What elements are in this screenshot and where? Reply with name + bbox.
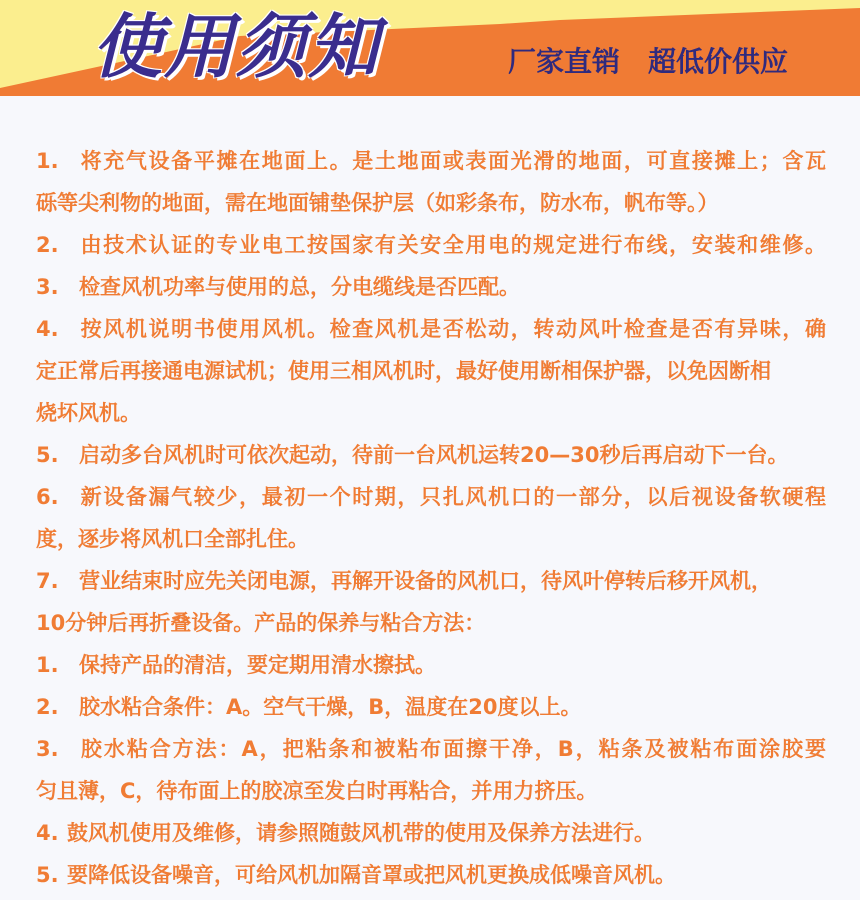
line-number: 7. — [36, 569, 59, 593]
notice-line — [36, 644, 826, 686]
line-text: 胶水粘合条件：A。空气干燥，B，温度在20度以上。 — [79, 695, 582, 719]
notice-line — [36, 266, 826, 308]
line-number: 4. — [36, 821, 59, 845]
notice-line — [36, 308, 826, 350]
notice-line — [36, 770, 826, 812]
line-text: 要降低设备噪音，可给风机加隔音罩或把风机更换成低噪音风机。 — [67, 863, 676, 887]
line-text: 度，逐步将风机口全部扎住。 — [36, 527, 309, 551]
line-number: 2. — [36, 695, 59, 719]
header-slogan: 厂家直销 超低价供应 — [507, 45, 788, 78]
line-number: 5. — [36, 863, 59, 887]
line-number: 1. — [36, 653, 59, 677]
page-title: 使用须知 — [92, 6, 380, 88]
line-text: 鼓风机使用及维修，请参照随鼓风机带的使用及保养方法进行。 — [67, 821, 655, 845]
line-number: 1. — [36, 149, 59, 173]
line-text: 营业结束时应先关闭电源，再解开设备的风机口，待风叶停转后移开风机， — [79, 569, 772, 593]
line-text: 烧坏风机。 — [36, 401, 141, 425]
notice-line — [36, 224, 826, 266]
notice-line — [36, 140, 826, 182]
line-text: 检查风机功率与使用的总，分电缆线是否匹配。 — [79, 275, 520, 299]
notice-body — [36, 140, 826, 896]
notice-line — [36, 602, 826, 644]
notice-line — [36, 686, 826, 728]
notice-line — [36, 728, 826, 770]
line-number: 2. — [36, 233, 59, 257]
line-text: 10分钟后再折叠设备。产品的保养与粘合方法： — [36, 611, 486, 635]
notice-line — [36, 476, 826, 518]
notice-line — [36, 350, 826, 392]
line-text: 由技术认证的专业电工按国家有关安全用电的规定进行布线，安装和维修。 — [79, 233, 826, 257]
line-text: 定正常后再接通电源试机；使用三相风机时，最好使用断相保护器，以免因断相 — [36, 359, 771, 383]
line-number: 3. — [36, 275, 59, 299]
notice-line — [36, 434, 826, 476]
line-number: 5. — [36, 443, 59, 467]
line-text: 匀且薄，C，待布面上的胶凉至发白时再粘合，并用力挤压。 — [36, 779, 598, 803]
line-number: 4. — [36, 317, 59, 341]
line-text: 新设备漏气较少，最初一个时期，只扎风机口的一部分，以后视设备软硬程 — [79, 485, 826, 509]
line-number: 6. — [36, 485, 59, 509]
notice-line — [36, 392, 826, 434]
notice-line — [36, 182, 826, 224]
notice-line — [36, 854, 826, 896]
line-number: 3. — [36, 737, 59, 761]
line-text: 胶水粘合方法：A，把粘条和被粘布面擦干净，B，粘条及被粘布面涂胶要 — [79, 737, 826, 761]
notice-line — [36, 518, 826, 560]
line-text: 启动多台风机时可依次起动，待前一台风机运转20—30秒后再启动下一台。 — [79, 443, 789, 467]
line-text: 保持产品的清洁，要定期用清水擦拭。 — [79, 653, 436, 677]
notice-line — [36, 560, 826, 602]
notice-line — [36, 812, 826, 854]
header-banner — [0, 0, 860, 96]
line-text: 按风机说明书使用风机。检查风机是否松动，转动风叶检查是否有异味，确 — [79, 317, 826, 341]
line-text: 将充气设备平摊在地面上。是土地面或表面光滑的地面，可直接摊上；含瓦 — [79, 149, 826, 173]
line-text: 砾等尖利物的地面，需在地面铺垫保护层（如彩条布，防水布，帆布等。） — [36, 191, 719, 215]
